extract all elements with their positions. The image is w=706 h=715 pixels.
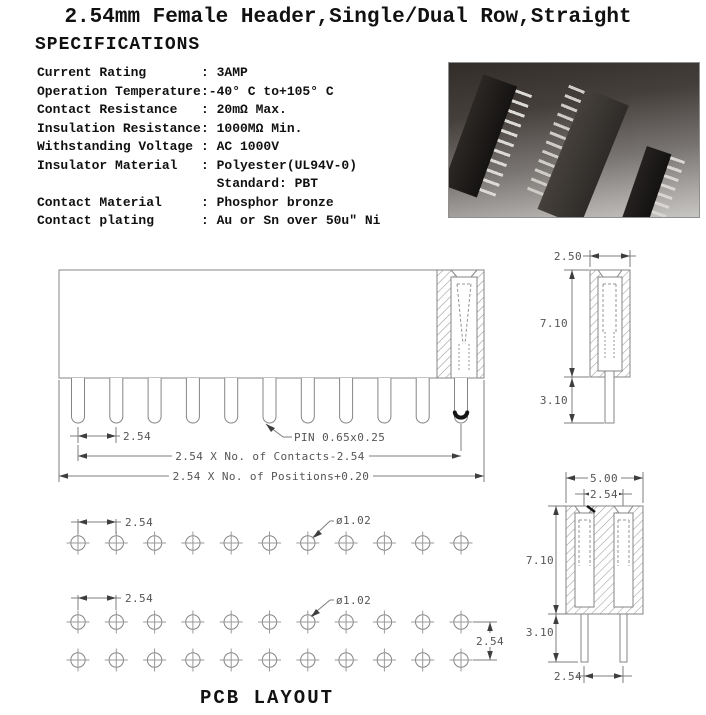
spec-value: : Polyester(UL94V-0) bbox=[201, 157, 358, 173]
dim-arrowhead bbox=[566, 475, 575, 481]
spec-value: : 1000MΩ Min. bbox=[201, 120, 303, 136]
pcb-row-spacing-label: 2.54 bbox=[475, 635, 505, 648]
spec-label: Contact Material bbox=[37, 194, 162, 210]
dim-arrowhead bbox=[621, 253, 630, 259]
side-single-cavity bbox=[598, 277, 622, 371]
dim-arrowhead bbox=[584, 673, 593, 679]
dim-arrowhead bbox=[634, 475, 643, 481]
pcb-layout-title: PCB LAYOUT bbox=[199, 687, 335, 709]
side-dual-pin-pitch-label: 2.54 bbox=[553, 670, 582, 683]
pcb-dual-pitch-label: 2.54 bbox=[125, 592, 154, 605]
front-view-cavity bbox=[451, 277, 477, 378]
spec-value: Standard: PBT bbox=[201, 176, 319, 191]
specifications-heading: SPECIFICATIONS bbox=[35, 35, 201, 55]
front-view-pin-size-label: PIN 0.65x0.25 bbox=[294, 431, 386, 444]
pcb-single-pitch-label: 2.54 bbox=[125, 516, 154, 529]
dim-arrowhead bbox=[78, 453, 87, 459]
front-view-positions-dim-label: 2.54 X No. of Positions+0.20 bbox=[172, 470, 370, 483]
dim-arrowhead bbox=[78, 433, 87, 439]
dim-arrowhead bbox=[107, 595, 116, 601]
spec-label: Insulator Material bbox=[37, 157, 178, 173]
spec-value: :-40° C to+105° C bbox=[201, 83, 334, 99]
dim-arrowhead bbox=[569, 414, 575, 423]
spec-label: Contact plating bbox=[37, 213, 155, 228]
front-view-pin bbox=[416, 378, 429, 423]
side-dual-pin-length-label: 3.10 bbox=[525, 626, 554, 639]
spec-label: Insulation Resistance bbox=[37, 120, 201, 136]
dim-arrowhead bbox=[59, 473, 68, 479]
side-dual-pin-2 bbox=[620, 614, 627, 662]
spec-value: : 20mΩ Max. bbox=[201, 102, 287, 117]
dim-arrowhead bbox=[569, 378, 575, 387]
page-title: 2.54mm Female Header,Single/Dual Row,Straight bbox=[64, 6, 632, 29]
dim-arrowhead bbox=[614, 673, 623, 679]
side-single-pin-length-label: 3.10 bbox=[539, 394, 568, 407]
side-dual-row-pitch-label: 2.54 bbox=[589, 488, 619, 501]
spec-label: Operation Temperature bbox=[37, 83, 201, 99]
dim-arrowhead bbox=[487, 622, 493, 631]
front-view-pin bbox=[301, 378, 314, 423]
spec-value: : AC 1000V bbox=[201, 139, 280, 154]
drawing-geometry bbox=[59, 250, 643, 683]
side-dual-total-width-label: 5.00 bbox=[589, 472, 619, 485]
front-view-pitch-label: 2.54 bbox=[123, 430, 152, 443]
dim-arrowhead bbox=[78, 519, 87, 525]
dim-arrowhead bbox=[553, 605, 559, 614]
front-view-pin bbox=[72, 378, 85, 423]
front-view-pin bbox=[378, 378, 391, 423]
dim-arrowhead bbox=[452, 453, 461, 459]
side-dual-cavity-2 bbox=[614, 513, 633, 607]
spec-label: Current Rating bbox=[37, 65, 147, 80]
spec-value: : Phosphor bronze bbox=[201, 194, 334, 210]
side-single-height-label: 7.10 bbox=[539, 317, 568, 330]
pcb-single-hole-dia-label: ø1.02 bbox=[336, 514, 372, 527]
leader-arrowhead bbox=[313, 530, 322, 538]
front-view-body bbox=[59, 270, 484, 378]
dim-arrowhead bbox=[107, 519, 116, 525]
side-dual-height-label: 7.10 bbox=[525, 554, 554, 567]
dim-arrowhead bbox=[569, 368, 575, 377]
front-view-contacts-dim-label: 2.54 X No. of Contacts-2.54 bbox=[175, 450, 365, 463]
side-dual-pin-1 bbox=[581, 614, 588, 662]
dim-arrowhead bbox=[569, 270, 575, 279]
dim-arrowhead bbox=[487, 651, 493, 660]
dim-arrowhead bbox=[553, 506, 559, 515]
front-view-pin bbox=[340, 378, 353, 423]
front-view-pin bbox=[148, 378, 161, 423]
leader-arrowhead bbox=[266, 424, 275, 432]
front-view-pin bbox=[225, 378, 238, 423]
spec-label: Contact Resistance bbox=[37, 102, 178, 117]
spec-label: Withstanding Voltage bbox=[37, 139, 194, 154]
dim-arrowhead bbox=[78, 595, 87, 601]
front-view-pin bbox=[186, 378, 199, 423]
spec-value: : 3AMP bbox=[201, 65, 248, 80]
dim-arrowhead bbox=[475, 473, 484, 479]
dim-arrowhead bbox=[553, 615, 559, 624]
dim-arrowhead bbox=[553, 653, 559, 662]
side-dual-cavity-1 bbox=[575, 513, 594, 607]
side-single-pin bbox=[605, 371, 614, 423]
side-single-width-label: 2.50 bbox=[553, 250, 582, 263]
pcb-dual-hole-dia-label: ø1.02 bbox=[336, 594, 372, 607]
dim-arrowhead bbox=[590, 253, 599, 259]
front-view-pin bbox=[263, 378, 276, 423]
front-view-pin bbox=[110, 378, 123, 423]
dim-arrowhead bbox=[107, 433, 116, 439]
spec-value: : Au or Sn over 50u" Ni bbox=[201, 213, 381, 228]
